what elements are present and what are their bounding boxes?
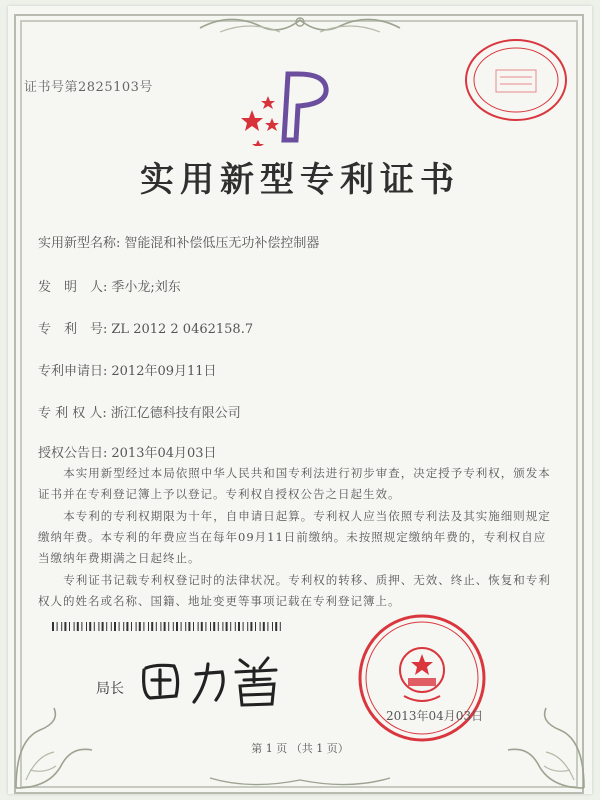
field-inventor	[38, 276, 181, 295]
barcode-bar	[247, 622, 248, 631]
field-patentee	[38, 402, 241, 421]
barcode-bar	[143, 622, 144, 631]
barcode-bar	[61, 622, 62, 631]
anti-counterfeit-seal-icon	[462, 36, 570, 124]
field-patent-number	[38, 318, 253, 337]
barcode-bar	[201, 622, 203, 631]
barcode-bar	[260, 622, 261, 631]
barcode-bar	[238, 622, 240, 631]
barcode-bar	[173, 622, 174, 631]
national-ip-office-seal-icon	[356, 612, 488, 744]
barcode-bar	[119, 622, 120, 631]
barcode-bar	[131, 622, 132, 631]
barcode	[52, 622, 284, 631]
field-value: 智能混和补偿低压无功补偿控制器	[124, 236, 320, 251]
barcode-bar	[255, 622, 256, 631]
barcode-bar	[168, 622, 169, 631]
director-signature	[136, 650, 296, 710]
barcode-bar	[81, 622, 82, 631]
barcode-bar	[126, 622, 128, 631]
barcode-bar	[98, 622, 99, 631]
field-value: 浙江亿德科技有限公司	[110, 406, 241, 421]
barcode-bar	[160, 622, 161, 631]
barcode-bar	[94, 622, 95, 631]
barcode-bar	[102, 622, 104, 631]
barcode-bar	[77, 622, 79, 631]
field-label: 发 明 人:	[38, 280, 108, 295]
field-filing-date	[38, 360, 217, 379]
barcode-bar	[74, 622, 75, 631]
barcode-bar	[185, 622, 186, 631]
field-value: 季小龙;刘东	[111, 280, 181, 295]
field-value: ZL 2012 2 0462158.7	[111, 322, 254, 337]
barcode-bar	[86, 622, 87, 631]
barcode-bar	[222, 622, 223, 631]
field-label: 专 利 权 人:	[38, 406, 107, 421]
barcode-bar	[69, 622, 70, 631]
page-footer: 第 1 页 （共 1 页）	[251, 742, 349, 755]
barcode-bar	[89, 622, 91, 631]
barcode-bar	[148, 622, 149, 631]
barcode-bar	[151, 622, 153, 631]
field-label: 专 利 号:	[38, 322, 108, 337]
barcode-bar	[205, 622, 206, 631]
barcode-bar	[267, 622, 268, 631]
barcode-bar	[164, 622, 166, 631]
barcode-bar	[213, 622, 215, 631]
barcode-bar	[250, 622, 252, 631]
bottom-center-ornament-icon	[200, 770, 400, 792]
seal-date: 2013年04月03日	[386, 709, 484, 723]
barcode-bar	[218, 622, 219, 631]
field-grant-date	[38, 442, 217, 461]
paragraph-term-notice: 本专利的专利权期限为十年，自申请日起算。专利权人应当依照专利法及其实施细则规定缴纳年费。本专利的年费应当在每年09月11日前缴纳。未按照规定缴纳年费的，专利权自应当缴纳年费期满之日起终止。	[38, 509, 551, 565]
barcode-bar	[114, 622, 116, 631]
barcode-bar	[64, 622, 66, 631]
paragraph-grant-notice: 本实用新型经过本局依照中华人民共和国专利法进行初步审查，决定授予专利权，颁发本证书并在专利登记簿上予以登记。专利权自授权公告之日起生效。	[38, 466, 551, 501]
barcode-bar	[263, 622, 265, 631]
director-label: 局长	[96, 681, 124, 697]
barcode-bar	[57, 622, 58, 631]
field-value: 2012年09月11日	[111, 364, 217, 379]
barcode-bar	[272, 622, 273, 631]
field-utility-model-name	[38, 232, 319, 251]
field-value: 2013年04月03日	[111, 446, 217, 461]
barcode-bar	[210, 622, 211, 631]
barcode-bar	[139, 622, 141, 631]
barcode-bar	[280, 622, 281, 631]
barcode-bar	[52, 622, 54, 631]
barcode-bar	[188, 622, 190, 631]
top-ornament-icon	[190, 10, 410, 40]
barcode-bar	[230, 622, 231, 631]
barcode-bar	[106, 622, 107, 631]
barcode-bar	[156, 622, 157, 631]
barcode-bar	[193, 622, 194, 631]
patent-office-logo-icon	[238, 70, 338, 146]
field-label: 授权公告日:	[38, 446, 108, 461]
barcode-bar	[136, 622, 137, 631]
barcode-bar	[243, 622, 244, 631]
certificate-title: 实用新型专利证书	[140, 160, 460, 200]
field-label: 专利申请日:	[38, 364, 108, 379]
certificate-number: 证书号第2825103号	[24, 80, 153, 95]
barcode-bar	[275, 622, 277, 631]
barcode-bar	[181, 622, 182, 631]
barcode-bar	[235, 622, 236, 631]
field-label: 实用新型名称:	[38, 236, 121, 251]
paragraph-register-notice: 专利证书记载专利权登记时的法律状况。专利权的转移、质押、无效、终止、恢复和专利权人的姓名或名称、国籍、地址变更等事项记载在专利登记簿上。	[38, 573, 551, 608]
barcode-bar	[111, 622, 112, 631]
barcode-bar	[198, 622, 199, 631]
barcode-bar	[226, 622, 228, 631]
barcode-bar	[176, 622, 178, 631]
barcode-bar	[123, 622, 124, 631]
